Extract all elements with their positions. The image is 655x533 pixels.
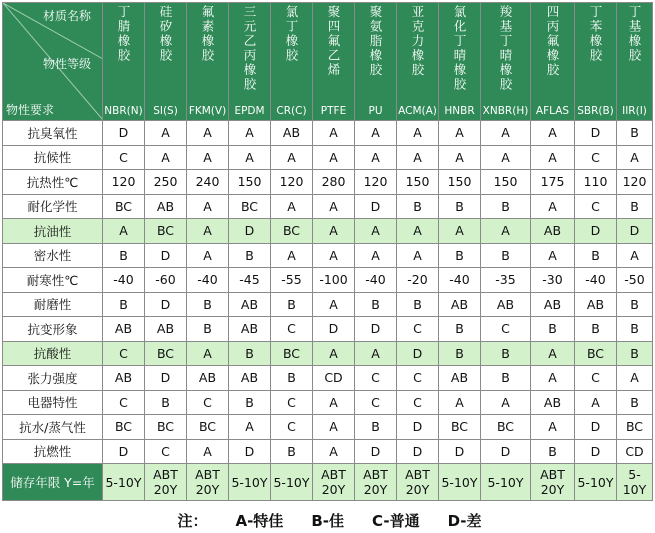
table-row xyxy=(3,464,653,501)
column-header-3 xyxy=(187,3,229,121)
grade-cell: AB xyxy=(229,317,271,342)
grade-cell: A xyxy=(439,121,481,146)
grade-cell: BC xyxy=(617,415,653,440)
grade-cell: AB xyxy=(229,366,271,391)
grade-cell: -40 xyxy=(439,268,481,293)
grade-cell: A xyxy=(617,243,653,268)
column-header-4 xyxy=(229,3,271,121)
corner-label-property-requirement: 物性要求 xyxy=(6,103,55,117)
grade-cell: A xyxy=(187,219,229,244)
grade-cell: BC xyxy=(575,341,617,366)
grade-cell: C xyxy=(397,317,439,342)
grade-cell: BC xyxy=(481,415,531,440)
grade-cell: A xyxy=(145,145,187,170)
grade-cell: B xyxy=(439,317,481,342)
material-code: PTFE xyxy=(320,105,347,117)
grade-cell: D xyxy=(575,121,617,146)
grade-cell: AB xyxy=(145,194,187,219)
grade-cell: A xyxy=(313,439,355,464)
grade-cell: B xyxy=(481,243,531,268)
grade-cell: B xyxy=(617,194,653,219)
grade-cell: D xyxy=(103,439,145,464)
grade-cell: B xyxy=(617,341,653,366)
grade-cell: A xyxy=(313,292,355,317)
grade-cell: D xyxy=(397,341,439,366)
grade-cell: A xyxy=(271,243,313,268)
property-label: 张力强度 xyxy=(3,366,103,391)
grade-cell: D xyxy=(229,439,271,464)
grade-cell: D xyxy=(355,194,397,219)
grade-cell: -55 xyxy=(271,268,313,293)
grade-cell: AB xyxy=(531,390,575,415)
property-label: 耐化学性 xyxy=(3,194,103,219)
grade-cell: -20 xyxy=(397,268,439,293)
grade-cell: A xyxy=(481,145,531,170)
material-code: FKM(V) xyxy=(188,105,227,117)
grade-cell: B xyxy=(271,439,313,464)
table-row xyxy=(3,170,653,195)
grade-cell: ABT 20Y xyxy=(145,464,187,501)
grade-cell: CD xyxy=(313,366,355,391)
column-header-1 xyxy=(103,3,145,121)
grade-cell: A xyxy=(187,243,229,268)
material-code: EPDM xyxy=(234,105,265,117)
material-name: 氯丁橡胶 xyxy=(284,5,299,63)
column-header-9 xyxy=(439,3,481,121)
grade-cell: D xyxy=(145,243,187,268)
column-header-10 xyxy=(481,3,531,121)
corner-label-property-grade: 物性等级 xyxy=(43,57,92,71)
grade-cell: A xyxy=(397,243,439,268)
grade-cell: B xyxy=(187,317,229,342)
grade-cell: 150 xyxy=(439,170,481,195)
grade-cell: B xyxy=(481,194,531,219)
property-label: 储存年限 Y=年 xyxy=(3,464,103,501)
property-label: 抗水/蒸气性 xyxy=(3,415,103,440)
material-code: AFLAS xyxy=(535,105,570,117)
grade-cell: B xyxy=(145,390,187,415)
grade-cell: AB xyxy=(187,366,229,391)
grade-cell: B xyxy=(397,194,439,219)
grade-cell: A xyxy=(531,366,575,391)
grade-cell: A xyxy=(439,145,481,170)
grade-cell: 5-10Y xyxy=(481,464,531,501)
grade-cell: 120 xyxy=(271,170,313,195)
grade-cell: D xyxy=(617,219,653,244)
material-code: PU xyxy=(368,105,383,117)
material-code: SI(S) xyxy=(153,105,178,117)
grade-cell: D xyxy=(575,439,617,464)
property-label: 抗变形象 xyxy=(3,317,103,342)
grade-cell: D xyxy=(481,439,531,464)
material-name: 氟素橡胶 xyxy=(200,5,215,63)
grade-cell: B xyxy=(481,341,531,366)
property-label: 耐寒性℃ xyxy=(3,268,103,293)
grade-cell: B xyxy=(531,439,575,464)
grade-cell: ABT 20Y xyxy=(187,464,229,501)
grade-cell: D xyxy=(313,317,355,342)
legend-item-d: D-差 xyxy=(447,512,482,530)
material-code: SBR(B) xyxy=(577,105,614,117)
material-name: 丁腈橡胶 xyxy=(116,5,131,63)
column-header-6 xyxy=(313,3,355,121)
grade-cell: D xyxy=(145,366,187,391)
grade-cell: B xyxy=(271,292,313,317)
legend-item-c: C-普通 xyxy=(371,512,420,530)
grade-cell: A xyxy=(531,121,575,146)
grade-cell: D xyxy=(103,121,145,146)
table-row xyxy=(3,341,653,366)
grade-cell: C xyxy=(397,366,439,391)
grade-cell: 5-10Y xyxy=(617,464,653,501)
grade-cell: 150 xyxy=(229,170,271,195)
grade-cell: A xyxy=(313,121,355,146)
grade-cell: A xyxy=(397,219,439,244)
grade-cell: C xyxy=(575,145,617,170)
grade-cell: 5-10Y xyxy=(575,464,617,501)
grade-cell: AB xyxy=(439,366,481,391)
material-code: HNBR xyxy=(444,105,475,117)
grade-cell: C xyxy=(103,341,145,366)
grade-cell: D xyxy=(575,415,617,440)
grade-cell: A xyxy=(439,219,481,244)
grade-cell: -45 xyxy=(229,268,271,293)
grade-cell: -40 xyxy=(103,268,145,293)
table-row xyxy=(3,390,653,415)
grade-cell: B xyxy=(271,366,313,391)
legend-item-b: B-佳 xyxy=(311,512,344,530)
material-name: 丁基橡胶 xyxy=(627,5,642,63)
grade-cell: A xyxy=(229,121,271,146)
grade-cell: AB xyxy=(531,219,575,244)
grade-cell: BC xyxy=(271,219,313,244)
property-label: 抗燃性 xyxy=(3,439,103,464)
property-label: 抗热性℃ xyxy=(3,170,103,195)
grade-cell: A xyxy=(531,243,575,268)
grade-cell: BC xyxy=(439,415,481,440)
grade-cell: 5-10Y xyxy=(439,464,481,501)
grade-cell: D xyxy=(145,292,187,317)
grade-cell: B xyxy=(617,390,653,415)
table-row xyxy=(3,243,653,268)
grade-cell: B xyxy=(355,292,397,317)
grade-cell: A xyxy=(481,121,531,146)
grade-cell: BC xyxy=(145,341,187,366)
grade-cell: -40 xyxy=(187,268,229,293)
grade-cell: A xyxy=(481,219,531,244)
material-name: 聚氨脂橡胶 xyxy=(368,5,383,78)
property-label: 抗油性 xyxy=(3,219,103,244)
grade-cell: -40 xyxy=(355,268,397,293)
grade-cell: B xyxy=(575,243,617,268)
grade-cell: AB xyxy=(575,292,617,317)
property-label: 耐磨性 xyxy=(3,292,103,317)
grade-cell: A xyxy=(575,390,617,415)
grade-cell: B xyxy=(575,317,617,342)
material-properties-table xyxy=(2,2,653,501)
grade-cell: C xyxy=(103,390,145,415)
grade-cell: 120 xyxy=(355,170,397,195)
grade-cell: B xyxy=(355,415,397,440)
grade-cell: B xyxy=(229,341,271,366)
grade-cell: D xyxy=(229,219,271,244)
legend-item-a: A-特佳 xyxy=(235,512,284,530)
grade-cell: C xyxy=(271,415,313,440)
grade-cell: B xyxy=(103,292,145,317)
grade-cell: AB xyxy=(103,317,145,342)
grade-cell: B xyxy=(531,317,575,342)
grade-cell: ABT 20Y xyxy=(355,464,397,501)
grade-cell: ABT 20Y xyxy=(531,464,575,501)
material-name: 氯化丁晴橡胶 xyxy=(452,5,467,92)
grade-cell: B xyxy=(439,341,481,366)
grade-cell: C xyxy=(103,145,145,170)
grade-cell: A xyxy=(617,145,653,170)
grade-cell: A xyxy=(313,415,355,440)
grade-cell: C xyxy=(355,366,397,391)
table-row xyxy=(3,317,653,342)
column-header-7 xyxy=(355,3,397,121)
table-row xyxy=(3,268,653,293)
grade-cell: -35 xyxy=(481,268,531,293)
grade-cell: D xyxy=(575,219,617,244)
header-row xyxy=(3,3,653,121)
grade-cell: D xyxy=(439,439,481,464)
table-row xyxy=(3,194,653,219)
grade-cell: A xyxy=(271,194,313,219)
grade-cell: A xyxy=(531,341,575,366)
grade-cell: A xyxy=(313,341,355,366)
grade-cell: AB xyxy=(103,366,145,391)
material-name: 亚克力橡胶 xyxy=(410,5,425,78)
grade-cell: D xyxy=(397,415,439,440)
grade-cell: C xyxy=(271,317,313,342)
material-name: 三元乙丙橡胶 xyxy=(242,5,257,92)
material-properties-table-wrapper xyxy=(2,2,653,530)
table-row xyxy=(3,145,653,170)
legend-prefix: 注： xyxy=(177,512,208,530)
grade-cell: A xyxy=(397,121,439,146)
table-row xyxy=(3,366,653,391)
grade-cell: A xyxy=(271,145,313,170)
grade-cell: A xyxy=(355,243,397,268)
material-name: 四丙氟橡胶 xyxy=(545,5,560,78)
material-code: CR(C) xyxy=(276,105,307,117)
grade-cell: BC xyxy=(271,341,313,366)
grade-cell: 120 xyxy=(617,170,653,195)
grade-cell: 110 xyxy=(575,170,617,195)
grade-cell: BC xyxy=(187,415,229,440)
grade-cell: B xyxy=(103,243,145,268)
grade-cell: BC xyxy=(145,219,187,244)
grade-cell: A xyxy=(355,219,397,244)
grade-cell: 120 xyxy=(103,170,145,195)
grade-cell: ABT 20Y xyxy=(397,464,439,501)
table-row xyxy=(3,292,653,317)
material-code: IIR(I) xyxy=(622,105,647,117)
table-row xyxy=(3,439,653,464)
column-header-13 xyxy=(617,3,653,121)
grade-cell: 175 xyxy=(531,170,575,195)
grade-cell: 280 xyxy=(313,170,355,195)
property-label: 密水性 xyxy=(3,243,103,268)
property-label: 抗臭氧性 xyxy=(3,121,103,146)
grade-cell: -60 xyxy=(145,268,187,293)
grade-cell: -40 xyxy=(575,268,617,293)
material-name: 硅矽橡胶 xyxy=(158,5,173,63)
property-label: 抗酸性 xyxy=(3,341,103,366)
grade-cell: A xyxy=(397,145,439,170)
grade-cell: A xyxy=(313,145,355,170)
grade-cell: A xyxy=(439,390,481,415)
grade-cell: BC xyxy=(229,194,271,219)
grade-cell: A xyxy=(187,145,229,170)
table-row xyxy=(3,415,653,440)
grade-cell: AB xyxy=(439,292,481,317)
corner-header-cell xyxy=(3,3,103,121)
grade-cell: -50 xyxy=(617,268,653,293)
grade-cell: A xyxy=(229,145,271,170)
grade-cell: A xyxy=(355,145,397,170)
grade-cell: C xyxy=(481,317,531,342)
grade-cell: A xyxy=(313,390,355,415)
grade-cell: B xyxy=(617,317,653,342)
material-name: 羧基丁晴橡胶 xyxy=(498,5,513,92)
grade-cell: 150 xyxy=(397,170,439,195)
grade-cell: A xyxy=(313,194,355,219)
property-label: 抗候性 xyxy=(3,145,103,170)
material-code: NBR(N) xyxy=(104,105,143,117)
grade-cell: C xyxy=(575,194,617,219)
grade-cell: CD xyxy=(617,439,653,464)
grade-cell: C xyxy=(397,390,439,415)
grade-cell: AB xyxy=(271,121,313,146)
grade-cell: C xyxy=(575,366,617,391)
grade-cell: B xyxy=(617,292,653,317)
table-row xyxy=(3,219,653,244)
grade-cell: A xyxy=(103,219,145,244)
grade-cell: AB xyxy=(229,292,271,317)
grade-cell: A xyxy=(355,121,397,146)
column-header-5 xyxy=(271,3,313,121)
grade-cell: A xyxy=(187,341,229,366)
grade-cell: A xyxy=(355,341,397,366)
grade-cell: A xyxy=(617,366,653,391)
grade-cell: A xyxy=(531,415,575,440)
column-header-11 xyxy=(531,3,575,121)
grade-cell: A xyxy=(481,390,531,415)
column-header-2 xyxy=(145,3,187,121)
material-name: 丁苯橡胶 xyxy=(588,5,603,63)
grade-cell: 5-10Y xyxy=(103,464,145,501)
grade-cell: B xyxy=(617,121,653,146)
grade-cell: B xyxy=(439,243,481,268)
grade-cell: -30 xyxy=(531,268,575,293)
grade-cell: A xyxy=(313,219,355,244)
grade-cell: 5-10Y xyxy=(229,464,271,501)
grade-cell: C xyxy=(187,390,229,415)
grade-cell: A xyxy=(531,145,575,170)
grade-cell: D xyxy=(397,439,439,464)
grade-cell: D xyxy=(355,439,397,464)
grade-cell: C xyxy=(145,439,187,464)
material-code: XNBR(H) xyxy=(482,105,529,117)
grade-cell: B xyxy=(397,292,439,317)
grade-cell: A xyxy=(531,194,575,219)
grade-cell: B xyxy=(439,194,481,219)
grade-cell: A xyxy=(187,194,229,219)
grade-cell: -100 xyxy=(313,268,355,293)
grade-cell: AB xyxy=(481,292,531,317)
material-code: ACM(A) xyxy=(398,105,437,117)
grade-cell: A xyxy=(229,415,271,440)
grade-cell: B xyxy=(481,366,531,391)
grade-cell: 5-10Y xyxy=(271,464,313,501)
material-name: 聚四氟乙烯 xyxy=(326,5,341,78)
table-row xyxy=(3,121,653,146)
grade-cell: BC xyxy=(145,415,187,440)
grade-cell: A xyxy=(187,121,229,146)
grade-cell: D xyxy=(355,317,397,342)
grade-cell: B xyxy=(229,390,271,415)
grade-cell: AB xyxy=(531,292,575,317)
property-label: 电器特性 xyxy=(3,390,103,415)
grade-cell: BC xyxy=(103,415,145,440)
grade-cell: BC xyxy=(103,194,145,219)
grade-cell: C xyxy=(271,390,313,415)
grade-cell: A xyxy=(187,439,229,464)
grade-cell: AB xyxy=(145,317,187,342)
grade-cell: 250 xyxy=(145,170,187,195)
column-header-12 xyxy=(575,3,617,121)
grade-cell: C xyxy=(355,390,397,415)
grade-cell: A xyxy=(145,121,187,146)
grade-cell: B xyxy=(187,292,229,317)
grade-cell: 150 xyxy=(481,170,531,195)
corner-label-material-name: 材质名称 xyxy=(43,9,92,23)
grade-legend xyxy=(2,510,655,531)
grade-cell: 240 xyxy=(187,170,229,195)
column-header-8 xyxy=(397,3,439,121)
grade-cell: B xyxy=(229,243,271,268)
grade-cell: ABT 20Y xyxy=(313,464,355,501)
grade-cell: A xyxy=(313,243,355,268)
